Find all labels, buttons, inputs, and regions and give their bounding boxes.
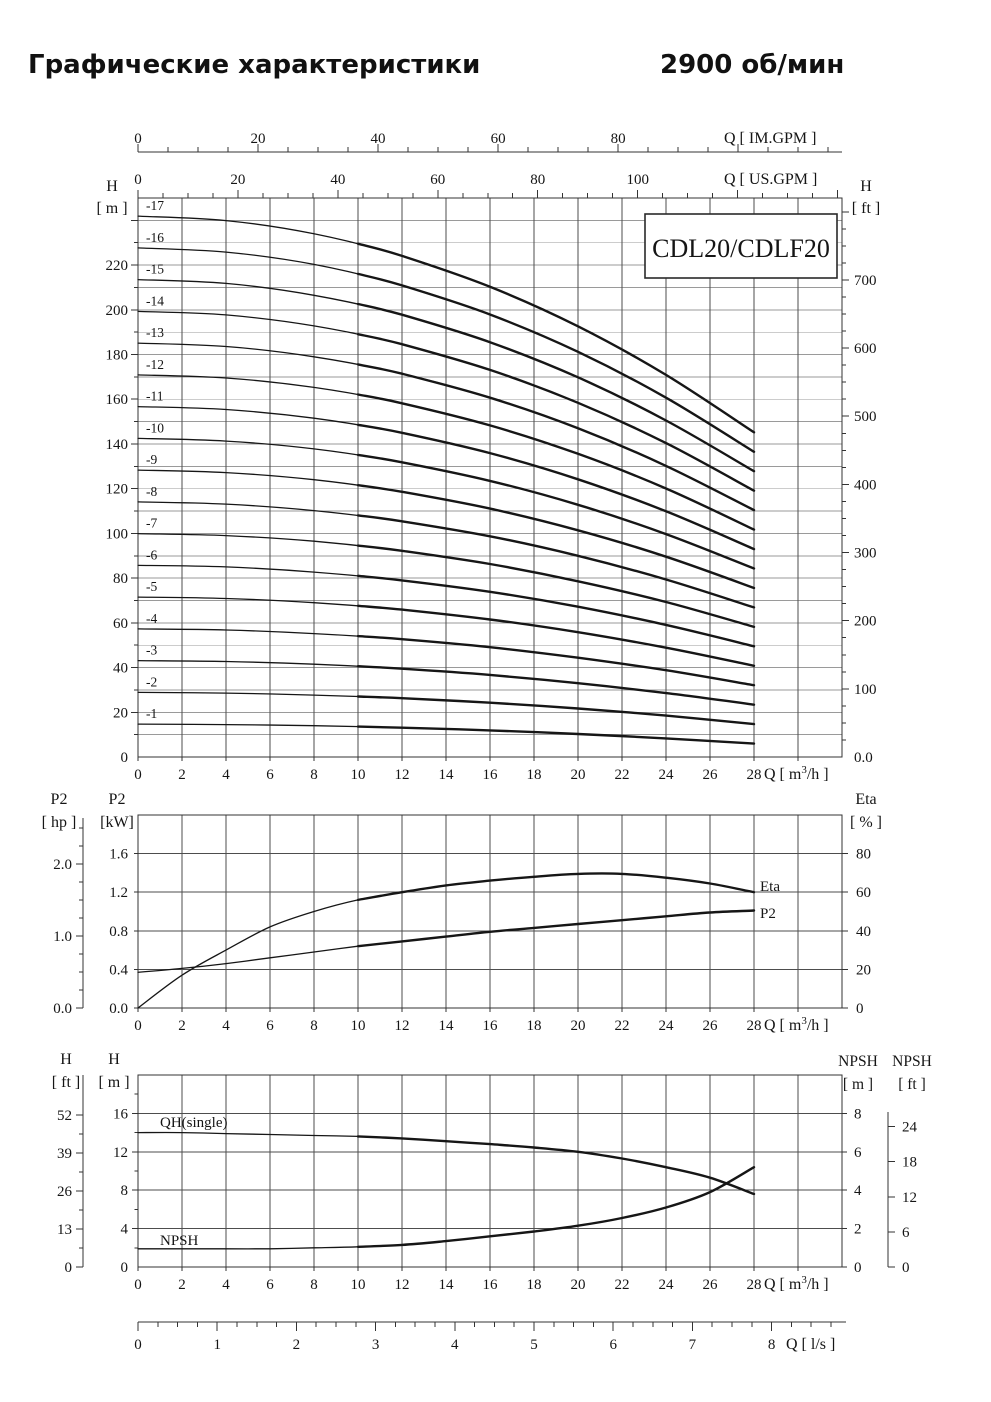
- h-m-tick-label: 40: [113, 660, 128, 677]
- q-tick-label: 8: [310, 1277, 318, 1293]
- stage-curve-label: -17: [146, 198, 164, 214]
- q-tick-label: 24: [658, 767, 674, 783]
- stage-curve--2: [358, 697, 754, 725]
- npsh-m-tick-label: 2: [854, 1221, 862, 1238]
- stage-curve--5: [358, 606, 754, 666]
- npsh-ft-tick-label: 24: [902, 1119, 917, 1136]
- p2-kw-tick-label: 1.6: [109, 846, 128, 863]
- page-title: Графические характеристики: [28, 50, 481, 80]
- main-head-chart: [96, 178, 880, 783]
- ls-tick-label: 2: [292, 1337, 301, 1353]
- h2-m-tick-label: 8: [120, 1183, 128, 1200]
- h2-ft-tick-label: 0: [64, 1260, 72, 1276]
- q-tick-label: 14: [438, 767, 454, 783]
- q-tick-label: 12: [394, 1018, 410, 1034]
- npsh-ft-tick-label: 6: [902, 1224, 910, 1241]
- q-tick-label: 2: [178, 1277, 186, 1293]
- stage-curve--11: [358, 425, 754, 549]
- h2-m-tick-label: 0: [120, 1260, 128, 1276]
- q-tick-label: 4: [222, 1277, 230, 1293]
- h2-ft-tick-label: 26: [57, 1183, 72, 1200]
- q-tick-label: 10: [350, 1018, 366, 1034]
- npsh-m-tick-label: 4: [854, 1183, 862, 1200]
- stage-curve-label: -1: [146, 706, 158, 722]
- im-gpm-tick-label: 40: [370, 131, 386, 147]
- stage-curve-label: -12: [146, 356, 164, 372]
- q-tick-label: 12: [394, 767, 410, 783]
- q-tick-label: 16: [482, 1277, 498, 1293]
- stage-curve-label: -8: [146, 483, 158, 499]
- q-tick-label: 20: [570, 1277, 586, 1293]
- q-tick-label: 20: [570, 767, 586, 783]
- qh-single-curve-label: QH(single): [160, 1115, 228, 1131]
- stage-curve-label: -15: [146, 261, 164, 277]
- model-label: CDL20/CDLF20: [652, 234, 830, 263]
- stage-curve-label: -5: [146, 579, 158, 595]
- npsh-curve-label: NPSH: [160, 1233, 199, 1249]
- h-ft-axis-unit: [ ft ]: [851, 200, 881, 217]
- q-tick-label: 22: [614, 1018, 630, 1034]
- h-ft-axis-name: H: [860, 178, 872, 195]
- ls-tick-label: 5: [530, 1337, 538, 1353]
- h-m-tick-label: 160: [105, 392, 128, 409]
- p2-kw-tick-label: 1.2: [109, 885, 128, 902]
- h2-m-tick-label: 16: [113, 1106, 128, 1123]
- q-tick-label: 24: [658, 1277, 674, 1293]
- stage-curve-label: -9: [146, 452, 158, 468]
- flow-ls-axis: [134, 1322, 846, 1353]
- im-gpm-axis-label: Q [ IM.GPM ]: [724, 130, 817, 147]
- stage-curve-label: -7: [146, 515, 158, 531]
- q-tick-label: 12: [394, 1277, 410, 1293]
- q-tick-label: 20: [570, 1018, 586, 1034]
- ls-axis-label: Q [ l/s ]: [786, 1336, 836, 1353]
- q-tick-label: 8: [310, 767, 318, 783]
- h-m-tick-label: 20: [113, 705, 128, 722]
- stage-curve--1: [358, 727, 754, 744]
- h-m-tick-label: 140: [105, 437, 128, 453]
- npsh-ft-tick-label: 12: [902, 1189, 917, 1206]
- p2-curve-label: P2: [760, 906, 776, 922]
- eta-tick-label: 80: [856, 846, 871, 863]
- q-tick-label: 0: [134, 1018, 142, 1034]
- npsh-ft-tick-label: 18: [902, 1154, 917, 1171]
- q-tick-label: 28: [746, 767, 762, 783]
- h-m-tick-label: 200: [105, 302, 128, 319]
- stage-curve-label: -4: [146, 610, 158, 626]
- q-tick-label: 18: [526, 767, 542, 783]
- stage-curve-label: -6: [146, 547, 158, 563]
- q-tick-label: 28: [746, 1277, 762, 1293]
- h-m-tick-label: 180: [105, 347, 128, 364]
- p2-hp-tick-label: 0.0: [53, 1001, 72, 1017]
- stage-curve--4: [358, 636, 754, 685]
- q-tick-label: 10: [350, 767, 366, 783]
- h2-ft-tick-label: 52: [57, 1107, 72, 1124]
- p2-kw-tick-label: 0.8: [109, 923, 128, 940]
- us-gpm-axis-label: Q [ US.GPM ]: [724, 171, 818, 188]
- q-tick-label: 2: [178, 767, 186, 783]
- h2-ft-axis-unit: [ ft ]: [51, 1074, 81, 1091]
- ls-tick-label: 8: [767, 1337, 776, 1353]
- h-ft-tick-label: 500: [854, 409, 877, 426]
- p2-kw-axis-unit: [kW]: [100, 814, 134, 831]
- gpm-axes: [134, 130, 842, 198]
- h-ft-tick-label: 0.0: [854, 750, 873, 766]
- eta-tick-label: 0: [856, 1001, 864, 1017]
- q-axis-label: Q [ $m^3/h$ ]: [764, 1274, 829, 1293]
- q-axis-label: Q [ $m^3/h$ ]: [764, 764, 829, 783]
- h-ft-tick-label: 700: [854, 272, 877, 289]
- stage-curve--14: [358, 334, 754, 491]
- stage-curve-label: -3: [146, 642, 158, 658]
- npsh-curve: [358, 1167, 754, 1247]
- q-tick-label: 28: [746, 1018, 762, 1034]
- us-gpm-tick-label: 40: [330, 172, 346, 188]
- us-gpm-tick-label: 80: [530, 172, 546, 188]
- eta-tick-label: 60: [856, 885, 871, 902]
- q-tick-label: 8: [310, 1018, 318, 1034]
- q-tick-label: 24: [658, 1018, 674, 1034]
- stage-curve-label: -10: [146, 420, 164, 436]
- h-m-tick-label: 100: [105, 526, 128, 543]
- eta-axis-unit: [ % ]: [850, 814, 882, 831]
- h-m-tick-label: 120: [105, 481, 128, 498]
- h-ft-tick-label: 100: [854, 681, 877, 698]
- h-ft-tick-label: 200: [854, 613, 877, 630]
- stage-curve--7: [358, 546, 754, 627]
- us-gpm-tick-label: 60: [430, 172, 446, 188]
- p2-hp-axis-name: P2: [50, 791, 68, 808]
- h2-m-tick-label: 4: [120, 1221, 128, 1238]
- q-tick-label: 18: [526, 1277, 542, 1293]
- p2-hp-tick-label: 2.0: [53, 857, 72, 874]
- q-tick-label: 14: [438, 1277, 454, 1293]
- q-tick-label: 4: [222, 1018, 230, 1034]
- q-tick-label: 10: [350, 1277, 366, 1293]
- h-m-tick-label: 0: [120, 750, 128, 766]
- h2-m-tick-label: 12: [113, 1144, 128, 1161]
- npsh-ft-axis-name: NPSH: [892, 1053, 932, 1070]
- p2-kw-tick-label: 0.4: [109, 962, 128, 979]
- stage-curve-label: -2: [146, 674, 158, 690]
- h2-ft-tick-label: 13: [57, 1222, 72, 1238]
- eta-tick-label: 20: [856, 962, 871, 979]
- q-tick-label: 26: [702, 1018, 718, 1034]
- h-ft-tick-label: 300: [854, 545, 877, 562]
- q-tick-label: 26: [702, 767, 718, 783]
- qh-single-curve: [358, 1136, 754, 1194]
- q-tick-label: 6: [266, 767, 274, 783]
- ls-tick-label: 4: [451, 1337, 459, 1353]
- h-ft-tick-label: 400: [854, 477, 877, 494]
- q-tick-label: 4: [222, 767, 230, 783]
- q-tick-label: 0: [134, 767, 142, 783]
- h2-ft-axis-name: H: [60, 1051, 72, 1068]
- ls-tick-label: 0: [134, 1337, 142, 1353]
- p2-kw-tick-label: 0.0: [109, 1001, 128, 1017]
- stage-curve-label: -13: [146, 325, 164, 341]
- ls-tick-label: 7: [688, 1337, 697, 1353]
- stage-curve-label: -11: [146, 388, 164, 404]
- eta-axis-name: Eta: [855, 791, 877, 808]
- q-axis-label: Q [ $m^3/h$ ]: [764, 1015, 829, 1034]
- p2-hp-axis-unit: [ hp ]: [41, 814, 77, 831]
- npsh-ft-axis-unit: [ ft ]: [898, 1076, 926, 1093]
- h2-ft-tick-label: 39: [57, 1145, 72, 1162]
- h-ft-tick-label: 600: [854, 341, 877, 358]
- ls-tick-label: 6: [609, 1337, 617, 1353]
- q-tick-label: 16: [482, 767, 498, 783]
- q-tick-label: 6: [266, 1018, 274, 1034]
- im-gpm-tick-label: 80: [610, 131, 626, 147]
- stage-curve--16: [358, 274, 754, 452]
- q-tick-label: 0: [134, 1277, 142, 1293]
- h-m-tick-label: 80: [113, 571, 128, 588]
- npsh-m-axis-unit: [ m ]: [842, 1076, 874, 1093]
- npsh-m-tick-label: 6: [854, 1144, 862, 1161]
- p2-kw-axis-name: P2: [108, 791, 126, 808]
- q-tick-label: 22: [614, 767, 630, 783]
- npsh-m-tick-label: 0: [854, 1260, 862, 1276]
- us-gpm-tick-label: 20: [230, 172, 246, 188]
- npsh-ft-tick-label: 0: [902, 1260, 910, 1276]
- q-tick-label: 2: [178, 1018, 186, 1034]
- q-tick-label: 26: [702, 1277, 718, 1293]
- eta-curve-label: Eta: [760, 879, 780, 895]
- stage-curve--8: [358, 515, 754, 607]
- q-tick-label: 14: [438, 1018, 454, 1034]
- ls-tick-label: 3: [371, 1337, 380, 1353]
- h-m-tick-label: 220: [105, 258, 128, 275]
- q-tick-label: 16: [482, 1018, 498, 1034]
- stage-curve-label: -14: [146, 293, 164, 309]
- stage-curve-label: -16: [146, 229, 164, 245]
- us-gpm-tick-label: 100: [626, 172, 649, 188]
- eta-tick-label: 40: [856, 923, 871, 940]
- ls-tick-label: 1: [213, 1337, 221, 1353]
- h-m-axis-unit: [ m ]: [96, 200, 128, 217]
- h-m-tick-label: 60: [113, 615, 128, 632]
- page-speed-label: 2900 об/мин: [660, 50, 845, 80]
- h-m-axis-name: H: [106, 178, 118, 195]
- single-stage-npsh-chart: [52, 1051, 932, 1293]
- npsh-m-axis-name: NPSH: [838, 1053, 878, 1070]
- p2-hp-tick-label: 1.0: [53, 929, 72, 945]
- im-gpm-tick-label: 0: [134, 131, 142, 147]
- q-tick-label: 6: [266, 1277, 274, 1293]
- h2-m-axis-unit: [ m ]: [98, 1074, 130, 1091]
- npsh-m-tick-label: 8: [854, 1106, 862, 1123]
- q-tick-label: 18: [526, 1018, 542, 1034]
- eta-curve: [358, 873, 754, 899]
- us-gpm-tick-label: 0: [134, 172, 142, 188]
- im-gpm-tick-label: 20: [250, 131, 266, 147]
- power-efficiency-chart: [42, 791, 882, 1034]
- q-tick-label: 22: [614, 1277, 630, 1293]
- im-gpm-tick-label: 60: [490, 131, 506, 147]
- h2-m-axis-name: H: [108, 1051, 120, 1068]
- p2-curve: [358, 911, 754, 947]
